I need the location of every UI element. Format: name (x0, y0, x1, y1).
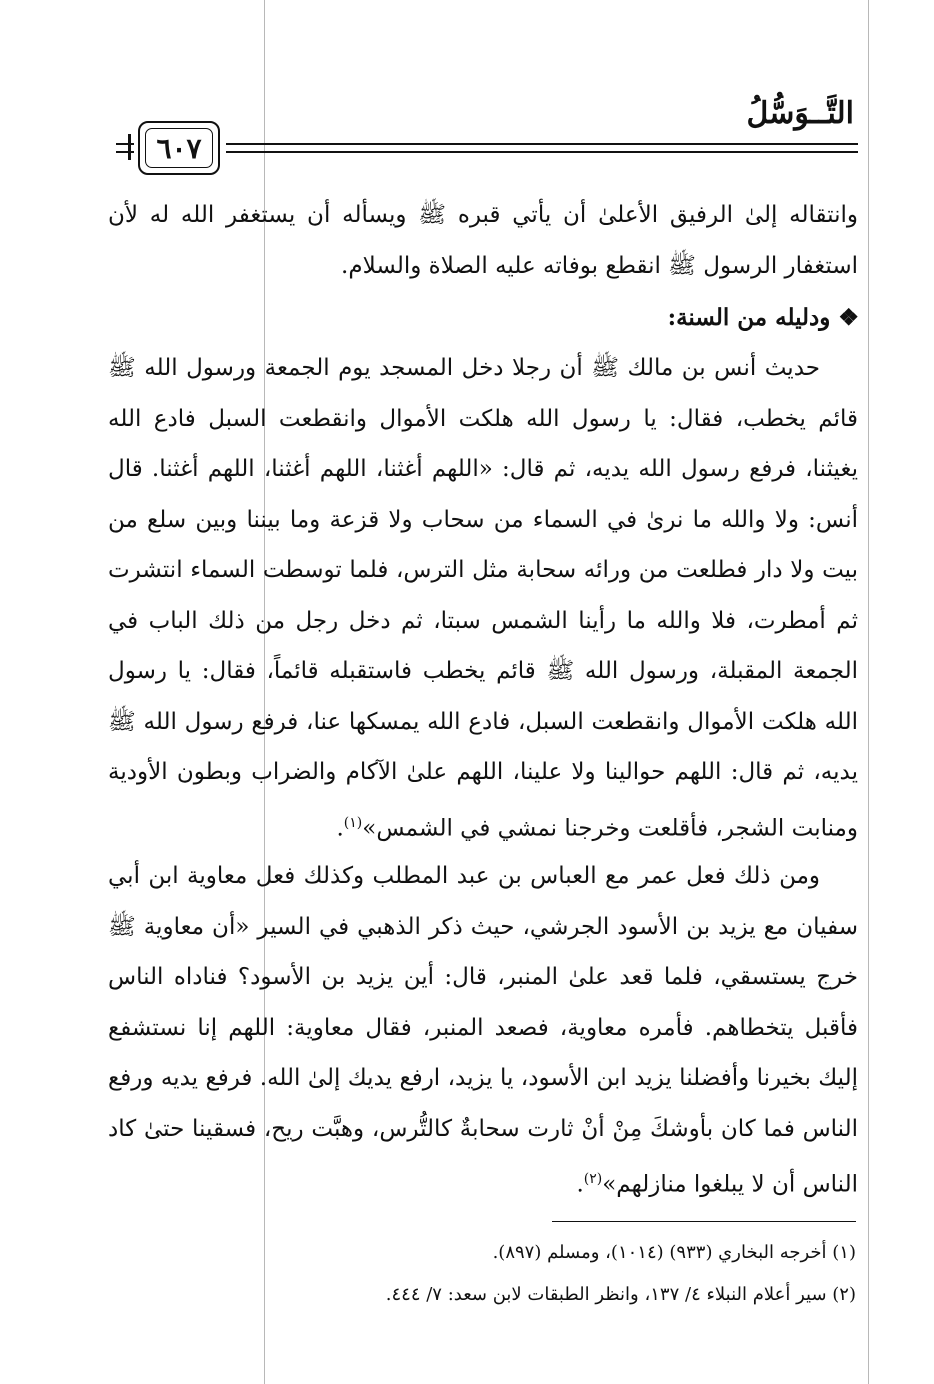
footnote-ref: (٢) (583, 1171, 603, 1187)
page-number-box (138, 121, 220, 175)
hadith-paragraph (108, 343, 858, 854)
section-heading: ❖ ودليله من السنة: (667, 304, 859, 331)
page-number: ٦٠٧ (145, 128, 213, 168)
header-rule (116, 143, 134, 145)
hadith-end: . (336, 815, 344, 842)
muawiya-text-wrap (108, 851, 858, 1210)
intro-text: وانتقاله إلىٰ الرفيق الأعلىٰ أن يأتي قبره ﷺ ويسأله أن يستغفر الله له لأن استغفار الرسول ﷺ انقطع بوفاته عليه الصلاة والسلام. (108, 202, 858, 279)
hadith-text: حديث أنس بن مالك ﷺ أن رجلا دخل المسجد يوم الجمعة ورسول الله ﷺ قائم يخطب، فقال: يا رسول الله هلكت الأموال وانقطعت السبل فادع الله يغيثنا، فرفع رسول الله يديه، ثم قال: «اللهم أغثنا، اللهم أغثنا، اللهم أغثنا. قال أنس: ولا والله ما نرىٰ في السماء من سحاب ولا قزعة وما بيننا وبين سلع من بيت ولا دار فطلعت من ورائه سحابة مثل الترس، فلما توسطت السماء انتشرت ثم أمطرت، فلا والله ما رأينا الشمس سبتا، ثم دخل رجل من ذلك الباب في الجمعة المقبلة، ورسول الله ﷺ قائم يخطب فاستقبله قائماً، فقال: يا رسول الله هلكت الأموال وانقطعت السبل، فادع الله يمسكها عنا، فرفع رسول الله ﷺ يديه، ثم قال: اللهم حوالينا ولا علينا، اللهم علىٰ الآكام والضراب وبطون الأودية ومنابت الشجر، فأقلعت وخرجنا نمشي في الشمس» (108, 355, 858, 842)
header-rule (226, 151, 858, 153)
footnotes (386, 1232, 856, 1316)
hadith-text-wrap (108, 343, 858, 854)
running-title: التَّــوَسُّلُ (746, 96, 854, 131)
muawiya-end: . (576, 1171, 584, 1198)
footnote: (٢) سير أعلام النبلاء ٤/ ١٣٧، وانظر الطبقات لابن سعد: ٧/ ٤٤٤. (385, 1284, 856, 1305)
footnote-ref: (١) (343, 814, 363, 831)
header-rule (226, 143, 858, 145)
header-rule (116, 151, 134, 153)
footnote: (١) أخرجه البخاري (٩٣٣) (١٠١٤)، ومسلم (٨٩٧). (492, 1242, 856, 1263)
footnote-rule (552, 1221, 856, 1222)
intro-paragraph (108, 190, 858, 291)
scan-line (868, 0, 869, 1384)
header-bar (128, 134, 131, 160)
muawiya-paragraph (108, 851, 858, 1210)
muawiya-text: ومن ذلك فعل عمر مع العباس بن عبد المطلب وكذلك فعل معاوية ابن أبي سفيان مع يزيد بن الأسود الجرشي، حيث ذكر الذهبي في السير «أن معاوية ﷺ خرج يستسقي، فلما قعد علىٰ المنبر، قال: أين يزيد بن الأسود؟ فناداه الناس فأقبل يتخطاهم. فأمره معاوية، فصعد المنبر، فقال معاوية: اللهم إنا نستشفع إليك بخيرنا وأفضلنا يزيد ابن الأسود، يا يزيد، ارفع يديك إلىٰ الله. فرفع يديه ورفع الناس فما كان بأوشكَ مِنْ أنْ ثارت سحابةٌ كالتُّرس، وهبَّت ريح، فسقينا حتىٰ كاد الناس أن لا يبلغوا منازلهم» (108, 863, 858, 1198)
